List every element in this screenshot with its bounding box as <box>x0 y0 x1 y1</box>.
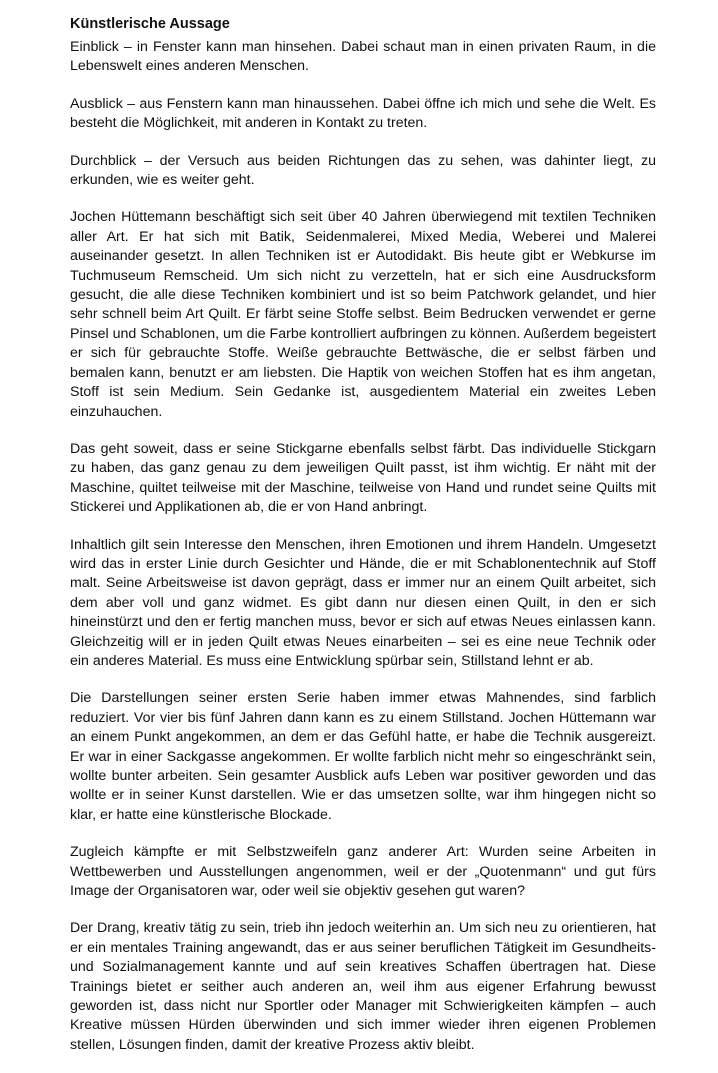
paragraph-techniques: Jochen Hüttemann beschäftigt sich seit über 40 Jahren überwiegend mit textilen Techniken aller Art. Er hat sich mit Batik, Seidenmalerei, Mixed Media, Weberei und Malerei auseinander gesetzt. In allen Techniken ist er Autodidakt. Bis heute gibt er Webkurse im Tuchmuseum Remscheid. Um sich nicht zu verzetteln, hat er sich eine Ausdrucksform gesucht, die alle diese Techniken kombiniert und ist so beim Patchwork gelandet, und hier sehr schnell beim Art Quilt. Er färbt seine Stoffe selbst. Beim Bedrucken verwendet er gerne Pinsel und Schablonen, um die Farbe kontrolliert aufbringen zu können. Außerdem begeistert er sich für gebrauchte Stoffe. Weiße gebrauchte Bettwäsche, die er selbst färben und bemalen kann, benutzt er am liebsten. Die Haptik von weichen Stoffen hat es ihm angetan, Stoff ist sein Medium. Sein Gedanke ist, ausgedientem Material ein zweites Leben einzuhauchen. <box>70 209 656 420</box>
paragraph-einblick: Einblick – in Fenster kann man hinsehen. Dabei schaut man in einen privaten Raum, in die Lebenswelt eines anderen Menschen. <box>70 39 656 75</box>
paragraph-durchblick: Durchblick – der Versuch aus beiden Richtungen das zu sehen, was dahinter liegt, zu erkunden, wie es weiter geht. <box>70 152 656 189</box>
paragraph-first-series: Die Darstellungen seiner ersten Serie haben immer etwas Mahnendes, sind farblich reduziert. Vor vier bis fünf Jahren dann kann es zu einem Stillstand. Jochen Hüttemann war an einem Punkt angekommen, an dem er das Gefühl hatte, er habe die Technik ausgereizt. Er war in einer Sackgasse angekommen. Er wollte farblich nicht mehr so eingeschränkt sein, wollte bunter arbeiten. Sein gesamter Ausblick aufs Leben war positiver geworden und das wollte er in seiner Kunst darstellen. Wie er das umsetzen sollte, war ihm hingegen nicht so klar, er hatte eine künstlerische Blockade. <box>70 690 656 823</box>
paragraph-ausblick: Ausblick – aus Fenstern kann man hinaussehen. Dabei öffne ich mich und sehe die Welt. Es besteht die Möglichkeit, mit anderen in Kontakt zu treten. <box>70 95 656 132</box>
document-page <box>70 14 656 1073</box>
paragraph-mental-training: Der Drang, kreativ tätig zu sein, trieb ihn jedoch weiterhin an. Um sich neu zu orientieren, hat er ein mentales Training angewandt, das er aus seiner beruflichen Tätigkeit im Gesundheits- und Sozialmanagement kannte und auf sein kreatives Schaffen übertragen hat. Diese Trainings bietet er seither auch anderen an, weil ihm aus eigener Erfahrung bewusst geworden ist, dass nicht nur Sportler oder Manager mit Schwierigkeiten kämpfen – auch Kreative müssen Hürden überwinden und sich immer wieder ihren eigenen Problemen stellen, Lösungen finden, damit der kreative Prozess aktiv bleibt. <box>70 920 656 1053</box>
paragraph-self-doubt: Zugleich kämpfte er mit Selbstzweifeln ganz anderer Art: Wurden seine Arbeiten in Wettbewerben und Ausstellungen angenommen, weil er der „Quotenmann“ und gut fürs Image der Organisatoren war, oder weil sie objektiv gesehen gut waren? <box>70 844 656 900</box>
paragraph-interest: Inhaltlich gilt sein Interesse den Menschen, ihren Emotionen und ihrem Handeln. Umgesetzt wird das in erster Linie durch Gesichter und Hände, die er mit Schablonentechnik auf Stoff malt. Seine Arbeitsweise ist davon geprägt, dass er immer nur an einem Quilt arbeitet, sich dem aber voll und ganz widmet. Es gibt dann nur diesen einen Quilt, in den er sich hineinstürzt und den er fertig manchen muss, bevor er sich auf etwas Neues einlassen kann. Gleichzeitig will er in jeden Quilt etwas Neues einarbeiten – sei es eine neue Technik oder ein anderes Material. Es muss eine Entwicklung spürbar sein, Stillstand lehnt er ab. <box>70 536 656 669</box>
paragraph-stickgarne: Das geht soweit, dass er seine Stickgarne ebenfalls selbst färbt. Das individuelle Stickgarn zu haben, das ganz genau zu dem jeweiligen Quilt passt, ist ihm wichtig. Er näht mit der Maschine, quiltet teilweise mit der Maschine, teilweise von Hand und rundet seine Quilts mit Stickerei und Applikationen ab, die er von Hand anbringt. <box>70 440 656 516</box>
document-title: Künstlerische Aussage <box>70 16 230 32</box>
